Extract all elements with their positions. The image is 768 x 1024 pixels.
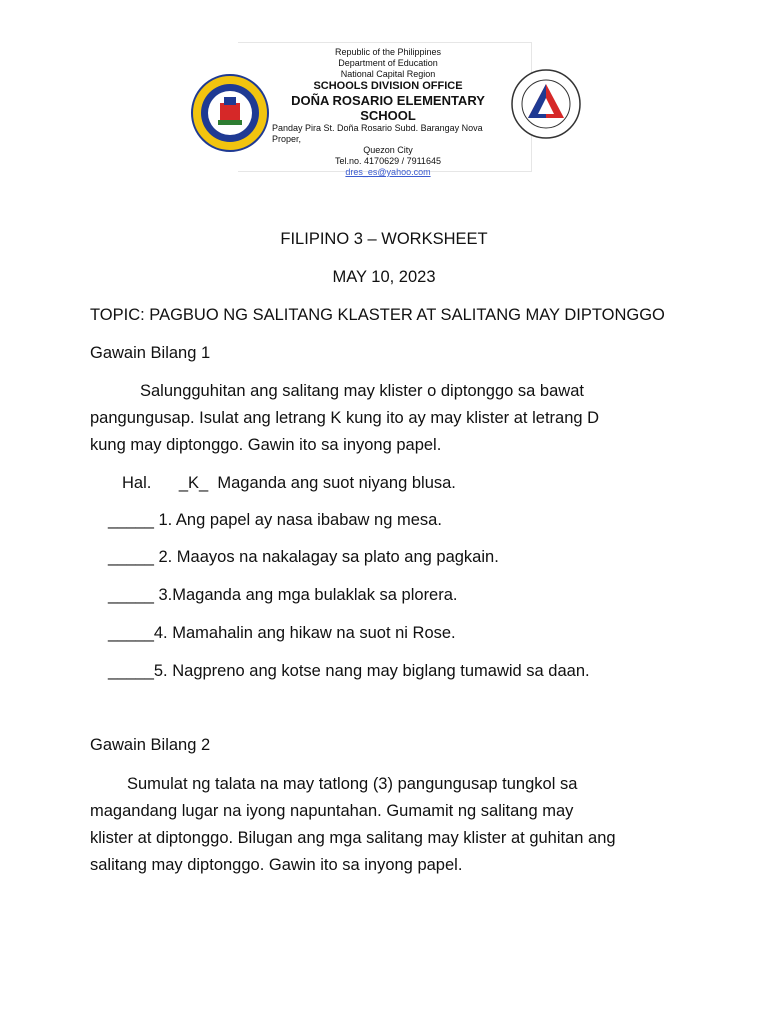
header-region: National Capital Region: [340, 69, 436, 79]
worksheet-title: FILIPINO 3 – WORKSHEET: [280, 230, 488, 248]
exercise-item-5: _____5. Nagpreno ang kotse nang may biglang tumawid sa daan.: [108, 662, 590, 680]
school-seal-logo: [190, 73, 270, 153]
gawain2-instr-line2: magandang lugar na iyong napuntahan. Gumamit ng salitang may: [90, 802, 574, 820]
gawain1-instr-line2: pangungusap. Isulat ang letrang K kung ito ay may klister at letrang D: [90, 409, 600, 427]
letterhead-text: [268, 47, 508, 178]
gawain1-instructions: [90, 378, 690, 459]
header-address-line2: Quezon City: [363, 145, 413, 155]
exercise-item-3: _____ 3.Maganda ang mga bulaklak sa plorera.: [108, 586, 458, 604]
header-email-link[interactable]: dres_es@yahoo.com: [345, 167, 431, 177]
gawain2-instructions: [90, 771, 690, 879]
division-seal-logo: [510, 68, 582, 140]
exercise-item-2: _____ 2. Maayos na nakalagay sa plato ang pagkain.: [108, 548, 499, 566]
header-department: Department of Education: [338, 58, 438, 68]
gawain2-instr-line3: klister at diptonggo. Bilugan ang mga salitang may klister at guhitan ang: [90, 829, 616, 847]
header-republic: Republic of the Philippines: [334, 47, 442, 57]
example-item: Hal. _K_ Maganda ang suot niyang blusa.: [122, 474, 456, 492]
gawain2-instr-line4: salitang may diptonggo. Gawin ito sa inyong papel.: [90, 856, 463, 874]
header-tel: Tel.no. 4170629 / 7911645: [335, 156, 441, 166]
exercise-item-1: _____ 1. Ang papel ay nasa ibabaw ng mesa.: [108, 511, 442, 529]
gawain2-heading: Gawain Bilang 2: [90, 736, 211, 754]
gawain1-instr-line3: kung may diptonggo. Gawin ito sa inyong papel.: [90, 436, 442, 454]
header-office: SCHOOLS DIVISION OFFICE: [313, 80, 463, 92]
header-school-name: DOÑA ROSARIO ELEMENTARY SCHOOL: [291, 93, 485, 123]
gawain1-heading: Gawain Bilang 1: [90, 344, 211, 362]
header-address-line1: Panday Pira St. Doña Rosario Subd. Barangay Nova Proper,: [272, 123, 483, 144]
worksheet-date: MAY 10, 2023: [332, 268, 436, 286]
gawain1-instr-line1: Salungguhitan ang salitang may klister o diptonggo sa bawat: [140, 382, 584, 400]
exercise-item-4: _____4. Mamahalin ang hikaw na suot ni Rose.: [108, 624, 456, 642]
worksheet-topic: TOPIC: PAGBUO NG SALITANG KLASTER AT SALITANG MAY DIPTONGGO: [90, 306, 665, 324]
gawain2-instr-line1: Sumulat ng talata na may tatlong (3) pangungusap tungkol sa: [127, 775, 578, 793]
